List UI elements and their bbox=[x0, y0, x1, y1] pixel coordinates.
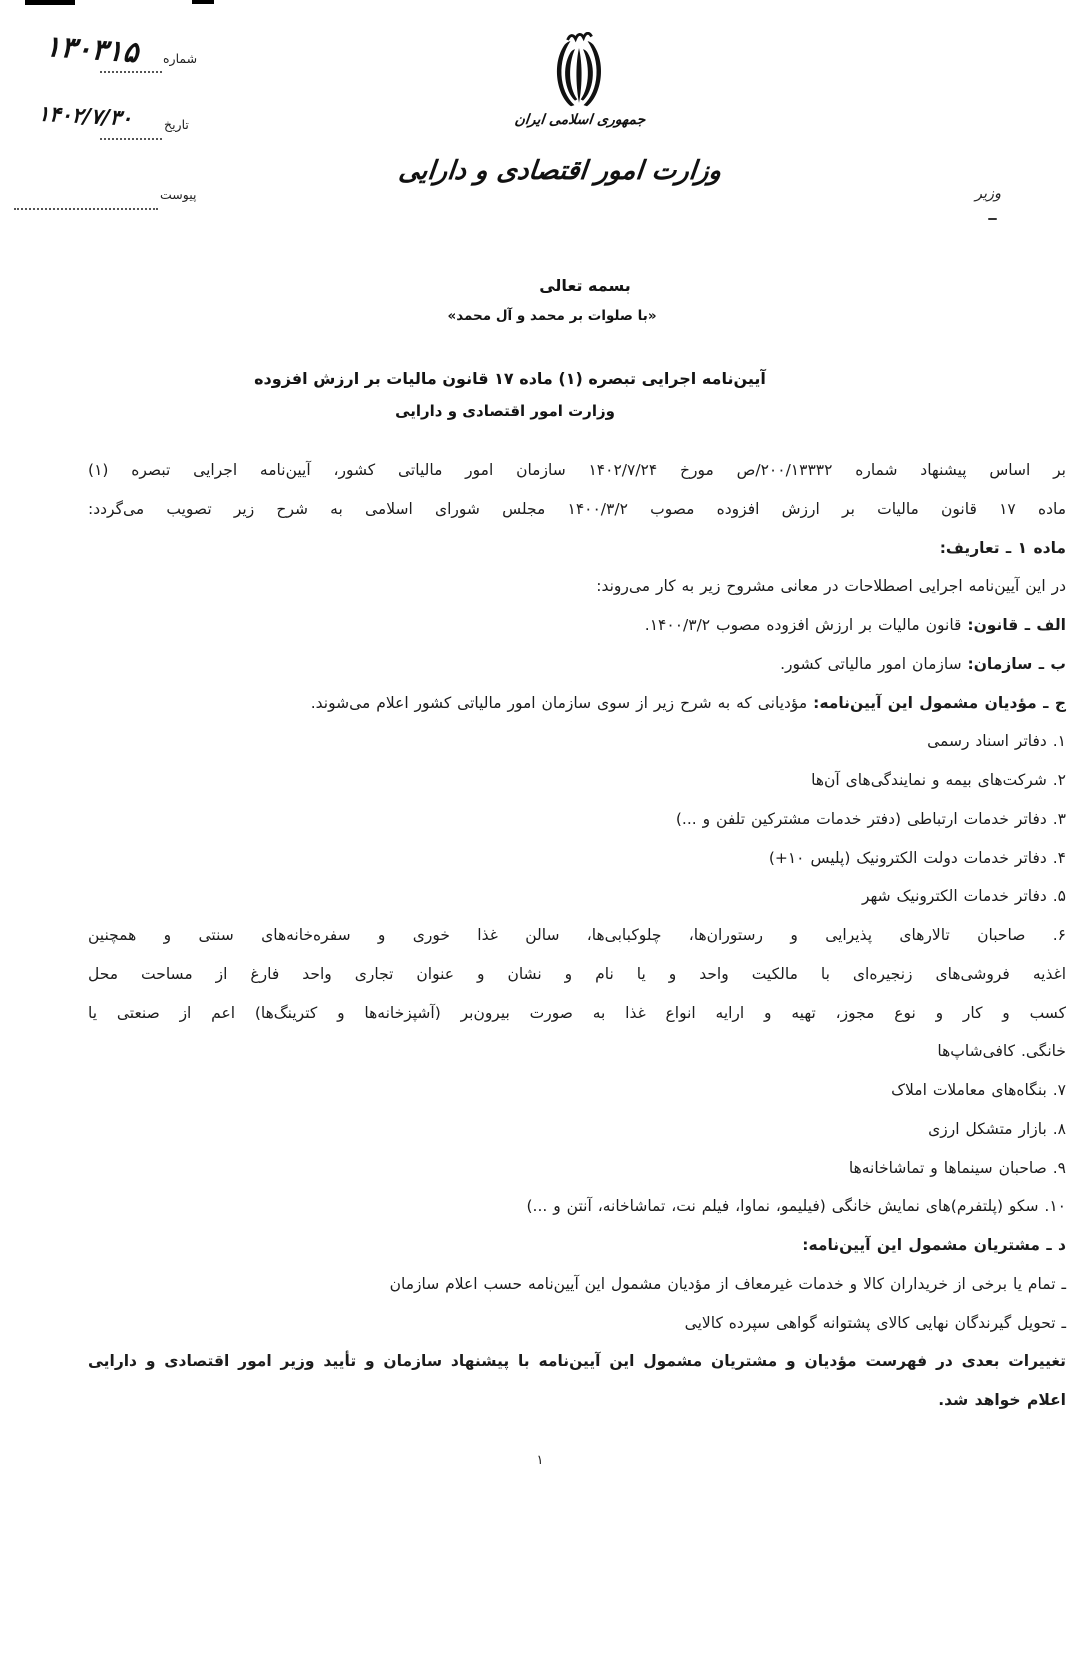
body-line: ۷. بنگاه‌های معاملات املاک bbox=[891, 1081, 1066, 1099]
body-line: خانگی. کافی‌شاپ‌ها bbox=[937, 1042, 1066, 1061]
body-line: ۱. دفاتر اسناد رسمی bbox=[927, 732, 1066, 751]
body-line: کسب و کار و نوع مجوز، تهیه و ارایه انواع غذا به صورت بیرون‌بر (آشپزخانه‌ها و کترینگ‌ها) اعم از صنعتی یا bbox=[88, 1003, 1066, 1022]
salawat-heading: «با صلوات بر محمد و آل محمد» bbox=[447, 308, 657, 324]
ministry-title: وزارت امور اقتصادی و دارایی bbox=[397, 156, 723, 186]
date-dotted-line bbox=[100, 137, 162, 140]
scan-artifact-bar bbox=[25, 0, 75, 5]
handwritten-date: ۱۴۰۲/۷/۳۰ bbox=[37, 101, 133, 131]
body-line: ماده ۱ ـ تعاریف: bbox=[939, 538, 1066, 557]
republic-title: جمهوری اسلامی ایران bbox=[513, 112, 647, 128]
body-line: ج ـ مؤدیان مشمول این آیین‌نامه: مؤدیانی که به شرح زیر از سوی سازمان امور مالیاتی کشور اعلام می‌شوند. bbox=[310, 693, 1066, 712]
attachment-label: پیوست bbox=[160, 187, 197, 202]
regulation-title: آیین‌نامه اجرایی تبصره (۱) ماده ۱۷ قانون مالیات بر ارزش افزوده bbox=[254, 369, 766, 388]
body-line: ـ تمام یا برخی از خریداران کالا و خدمات غیرمعاف از مؤدیان مشمول این آیین‌نامه حسب اعلام سازمان bbox=[389, 1274, 1066, 1293]
date-label: تاریخ bbox=[164, 117, 189, 132]
body-line: ۵. دفاتر خدمات الکترونیک شهر bbox=[861, 887, 1066, 906]
body-text bbox=[88, 451, 1066, 1420]
body-line: ب ـ سازمان: سازمان امور مالیاتی کشور. bbox=[780, 654, 1066, 673]
number-dotted-line bbox=[100, 70, 162, 73]
body-line: ۱۰. سکو (پلتفرم)های نمایش خانگی (فیلیمو، نماوا، فیلم نت، تماشاخانه، آنتن و ...) bbox=[526, 1197, 1066, 1216]
body-line: تغییرات بعدی در فهرست مؤدیان و مشتریان مشمول این آیین‌نامه با پیشنهاد سازمان و تأیید وزیر امور اقتصادی و دارایی bbox=[88, 1352, 1066, 1371]
body-line: ۲. شرکت‌های بیمه و نمایندگی‌های آن‌ها bbox=[811, 771, 1066, 789]
body-line: ۸. بازار متشکل ارزی bbox=[928, 1119, 1066, 1138]
body-line: اغذیه فروشی‌های زنجیره‌ای با مالکیت واحد و یا نام و نشان و عنوان تجاری واحد فارغ از مساحت محل bbox=[88, 964, 1066, 983]
body-line: ۳. دفاتر خدمات ارتباطی (دفتر خدمات مشترکین تلفن و ...) bbox=[675, 809, 1066, 828]
number-label: شماره bbox=[163, 51, 198, 66]
regulation-subtitle: وزارت امور اقتصادی و دارایی bbox=[395, 402, 615, 420]
scan-artifact-bar bbox=[192, 0, 214, 4]
body-line: ۴. دفاتر خدمات دولت الکترونیک (پلیس ۱۰+) bbox=[768, 848, 1066, 867]
body-line: ۹. صاحبان سینماها و تماشاخانه‌ها bbox=[848, 1158, 1066, 1177]
bismillah-heading: بسمه تعالی bbox=[539, 276, 631, 295]
body-line: بر اساس پیشنهاد شماره ۲۰۰/۱۳۳۳۲/ص مورخ ۱۴۰۲/۷/۲۴ سازمان امور مالیاتی کشور، آیین‌نامه اجرایی تبصره (۱) bbox=[88, 461, 1066, 479]
minister-mark bbox=[988, 218, 997, 220]
body-line: اعلام خواهد شد. bbox=[938, 1391, 1066, 1409]
attachment-dotted-line bbox=[14, 207, 158, 210]
body-line: الف ـ قانون: قانون مالیات بر ارزش افزوده مصوب ۱۴۰۰/۳/۲. bbox=[644, 616, 1066, 634]
body-line: د ـ مشتریان مشمول این آیین‌نامه: bbox=[802, 1236, 1066, 1254]
page-number: ۱ bbox=[536, 1453, 544, 1468]
iran-emblem-icon bbox=[550, 32, 608, 112]
body-line: ـ تحویل گیرندگان نهایی کالای پشتوانه گواهی سپرده کالایی bbox=[684, 1313, 1066, 1332]
body-line: در این آیین‌نامه اجرایی اصطلاحات در معانی مشروح زیر به کار می‌روند: bbox=[596, 577, 1066, 596]
minister-label: وزیر bbox=[975, 186, 1002, 202]
body-line: ماده ۱۷ قانون مالیات بر ارزش افزوده مصوب ۱۴۰۰/۳/۲ مجلس شورای اسلامی به شرح زیر تصویب می‌گردد: bbox=[88, 499, 1067, 518]
body-line: ۶. صاحبان تالارهای پذیرایی و رستوران‌ها، چلوکبابی‌ها، سالن غذا خوری و سفره‌خانه‌های سنتی و همچنین bbox=[88, 926, 1066, 944]
handwritten-letter-number: ۱۳۰۳۱۵ bbox=[43, 28, 140, 70]
